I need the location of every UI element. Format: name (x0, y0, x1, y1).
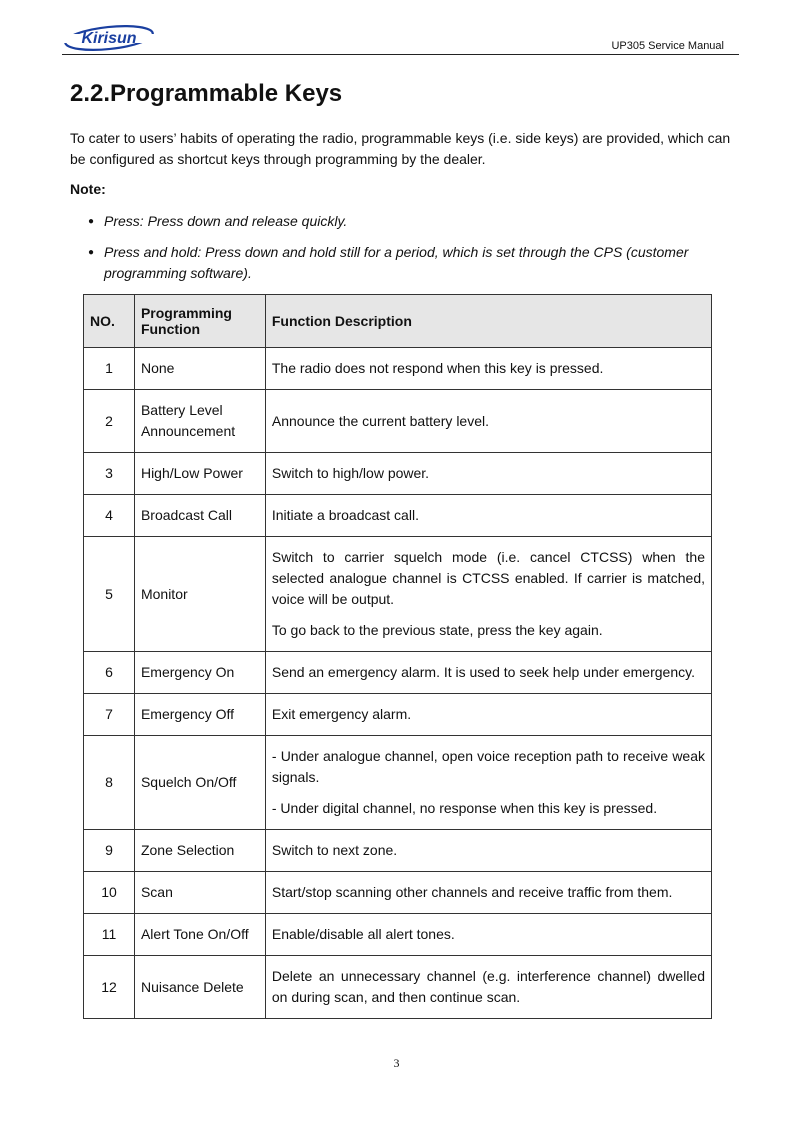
programmable-keys-table (83, 294, 712, 1019)
table-row (84, 736, 712, 830)
description-paragraph: - Under analogue channel, open voice reception path to receive weak signals. (271, 748, 705, 785)
description-paragraph: Switch to carrier squelch mode (i.e. cancel CTCSS) when the selected analogue channel is CTCSS enabled. If carrier is matched, voice will be output. (271, 549, 705, 607)
table-row (84, 348, 712, 390)
table-body (84, 348, 712, 1019)
description-paragraph: To go back to the previous state, press the key again. (271, 622, 603, 638)
description-paragraph: Announce the current battery level. (271, 412, 490, 429)
note-label: Note: (70, 181, 106, 197)
row-description (265, 348, 711, 390)
header-function: Programming Function (134, 295, 265, 348)
header-no: NO. (84, 295, 135, 348)
row-number: 10 (84, 872, 135, 914)
description-paragraph: Switch to next zone. (271, 842, 398, 858)
row-number: 7 (84, 694, 135, 736)
row-number: 12 (84, 956, 135, 1019)
row-function: None (134, 348, 265, 390)
manual-title: UP305 Service Manual (611, 40, 724, 52)
kirisun-logo (62, 22, 156, 52)
description-paragraph: The radio does not respond when this key is pressed. (271, 360, 604, 376)
row-number: 1 (84, 348, 135, 390)
description-paragraph: - Under digital channel, no response when this key is pressed. (271, 800, 658, 816)
row-description (265, 694, 711, 736)
row-description (265, 652, 711, 694)
row-description (265, 453, 711, 495)
page-number: 3 (393, 1056, 400, 1070)
row-function: Broadcast Call (134, 495, 265, 537)
description-paragraph: Start/stop scanning other channels and receive traffic from them. (271, 884, 673, 900)
row-number: 11 (84, 914, 135, 956)
description-paragraph: Delete an unnecessary channel (e.g. interference channel) dwelled on during scan, and then continue scan. (271, 968, 705, 1005)
table-row (84, 453, 712, 495)
header-description: Function Description (265, 295, 711, 348)
row-description (265, 872, 711, 914)
table-row (84, 495, 712, 537)
table-header-row (84, 295, 712, 348)
row-description (265, 830, 711, 872)
table-row (84, 537, 712, 652)
row-number: 6 (84, 652, 135, 694)
description-paragraph: Initiate a broadcast call. (271, 507, 419, 523)
row-number: 5 (84, 537, 135, 652)
table-row (84, 694, 712, 736)
row-function: Alert Tone On/Off (134, 914, 265, 956)
header-divider (62, 54, 739, 55)
table-row (84, 956, 712, 1019)
section-title: 2.2.Programmable Keys (70, 80, 343, 107)
note-item: ● Press: Press down and release quickly. (88, 211, 708, 232)
table-row (84, 652, 712, 694)
row-number: 3 (84, 453, 135, 495)
row-function: Emergency Off (134, 694, 265, 736)
svg-text:Kirisun: Kirisun (81, 30, 137, 47)
row-description (265, 390, 711, 453)
row-function: Battery Level Announcement (134, 390, 265, 453)
row-description (265, 736, 711, 830)
table-row (84, 914, 712, 956)
intro-paragraph: To cater to users’ habits of operating the radio, programmable keys (i.e. side keys) are provided, which can be configured as shortcut keys through programming by the dealer. (70, 130, 731, 167)
note-list (88, 211, 708, 294)
row-description (265, 495, 711, 537)
row-function: Scan (134, 872, 265, 914)
row-description (265, 537, 711, 652)
row-function: Nuisance Delete (134, 956, 265, 1019)
row-function: Squelch On/Off (134, 736, 265, 830)
row-number: 9 (84, 830, 135, 872)
row-number: 4 (84, 495, 135, 537)
row-number: 8 (84, 736, 135, 830)
note-item: ● Press and hold: Press down and hold still for a period, which is set through the CPS (customer programming software). (88, 242, 708, 284)
row-description (265, 956, 711, 1019)
row-description (265, 914, 711, 956)
row-number: 2 (84, 390, 135, 453)
table-row (84, 390, 712, 453)
description-paragraph: Send an emergency alarm. It is used to seek help under emergency. (271, 664, 695, 680)
row-function: Emergency On (134, 652, 265, 694)
description-paragraph: Enable/disable all alert tones. (271, 926, 455, 942)
row-function: Monitor (134, 537, 265, 652)
table-row (84, 872, 712, 914)
row-function: High/Low Power (134, 453, 265, 495)
table-row (84, 830, 712, 872)
row-function: Zone Selection (134, 830, 265, 872)
description-paragraph: Switch to high/low power. (271, 465, 430, 481)
description-paragraph: Exit emergency alarm. (271, 706, 412, 722)
